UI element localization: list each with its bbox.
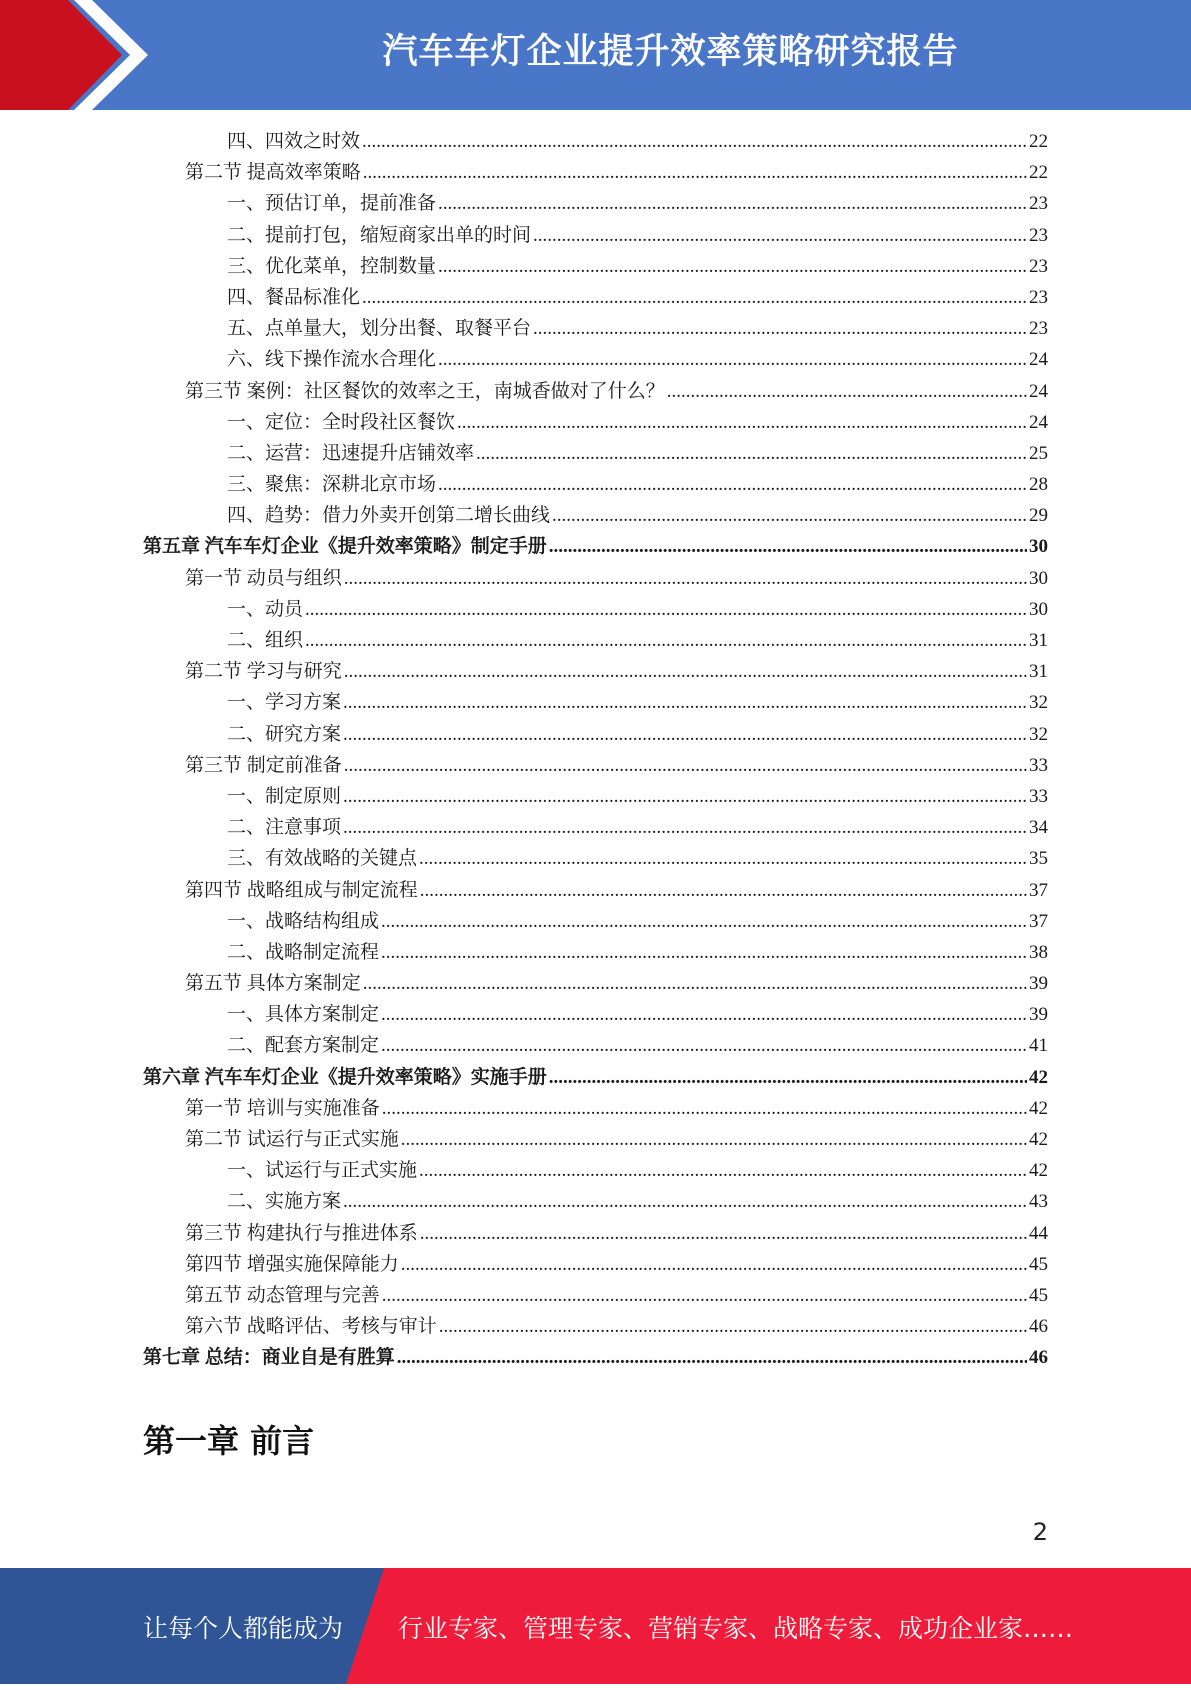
toc-entry-page: 23 <box>1029 224 1048 246</box>
toc-dot-leader <box>305 594 1027 625</box>
toc-entry-label: 一、具体方案制定 <box>227 1004 380 1026</box>
toc-entry-page: 22 <box>1029 162 1048 184</box>
toc-entry-page: 43 <box>1029 1191 1048 1213</box>
toc-subsection-entry[interactable] <box>143 843 1048 874</box>
toc-entry-page: 24 <box>1029 380 1048 402</box>
toc-entry-label: 六、线下操作流水合理化 <box>227 349 437 371</box>
toc-dot-leader <box>363 968 1027 999</box>
toc-dot-leader <box>343 687 1027 718</box>
toc-entry-page: 32 <box>1029 692 1048 714</box>
toc-dot-leader <box>438 251 1027 282</box>
toc-dot-leader <box>363 157 1027 188</box>
toc-dot-leader <box>343 1186 1027 1217</box>
toc-dot-leader <box>438 469 1027 500</box>
toc-subsection-entry[interactable] <box>143 594 1048 625</box>
toc-entry-label: 第三节 制定前准备 <box>185 754 342 776</box>
toc-dot-leader <box>343 812 1027 843</box>
toc-subsection-entry[interactable] <box>143 937 1048 968</box>
toc-dot-leader <box>552 500 1027 531</box>
toc-entry-page: 39 <box>1029 973 1048 995</box>
toc-dot-leader <box>457 407 1027 438</box>
toc-subsection-entry[interactable] <box>143 1030 1048 1061</box>
toc-dot-leader <box>344 563 1027 594</box>
toc-entry-page: 32 <box>1029 723 1048 745</box>
toc-subsection-entry[interactable] <box>143 687 1048 718</box>
toc-entry-label: 第三节 构建执行与推进体系 <box>185 1222 418 1244</box>
toc-entry-page: 42 <box>1029 1129 1048 1150</box>
toc-entry-label: 第四节 增强实施保障能力 <box>185 1253 399 1275</box>
toc-dot-leader <box>382 1093 1027 1124</box>
toc-dot-leader <box>344 656 1027 687</box>
toc-dot-leader <box>549 1062 1027 1093</box>
toc-dot-leader <box>420 875 1027 906</box>
toc-entry-label: 二、实施方案 <box>227 1191 342 1213</box>
toc-dot-leader <box>344 750 1027 781</box>
report-title: 汽车车灯企业提升效率策略研究报告 <box>382 32 959 72</box>
toc-entry-page: 33 <box>1029 754 1048 776</box>
toc-entry-page: 45 <box>1029 1253 1048 1275</box>
page-header <box>0 0 1191 110</box>
toc-section-entry[interactable] <box>143 1249 1048 1280</box>
toc-dot-leader <box>401 1124 1027 1155</box>
toc-subsection-entry[interactable] <box>143 812 1048 843</box>
toc-entry-page: 28 <box>1029 474 1048 496</box>
toc-entry-label: 四、四效之时效 <box>227 131 361 152</box>
toc-entry-page: 37 <box>1029 879 1048 901</box>
toc-subsection-entry[interactable] <box>143 999 1048 1030</box>
toc-entry-page: 46 <box>1029 1316 1048 1338</box>
toc-dot-leader <box>439 1311 1027 1342</box>
toc-entry-label: 第四节 战略组成与制定流程 <box>185 879 418 901</box>
toc-dot-leader <box>305 625 1027 656</box>
toc-dot-leader <box>381 999 1027 1030</box>
toc-entry-page: 23 <box>1029 286 1048 308</box>
toc-section-entry[interactable] <box>143 376 1048 407</box>
toc-dot-leader <box>476 438 1027 469</box>
toc-entry-label: 第五节 动态管理与完善 <box>185 1284 380 1306</box>
toc-section-entry[interactable] <box>143 750 1048 781</box>
toc-dot-leader <box>533 220 1027 251</box>
toc-dot-leader <box>343 719 1027 750</box>
toc-entry-page: 30 <box>1029 567 1048 589</box>
toc-subsection-entry[interactable] <box>143 220 1048 251</box>
toc-dot-leader <box>343 781 1027 812</box>
toc-entry-page: 33 <box>1029 785 1048 807</box>
toc-subsection-entry[interactable] <box>143 906 1048 937</box>
page-number: 2 <box>1032 1518 1048 1546</box>
toc-dot-leader <box>401 1249 1027 1280</box>
toc-section-entry[interactable] <box>143 968 1048 999</box>
toc-subsection-entry[interactable] <box>143 126 1048 157</box>
toc-section-entry[interactable] <box>143 1311 1048 1342</box>
toc-entry-label: 二、运营：迅速提升店铺效率 <box>227 442 475 464</box>
toc-subsection-entry[interactable] <box>143 313 1048 344</box>
toc-subsection-entry[interactable] <box>143 344 1048 375</box>
footer-slogan-right: 行业专家、管理专家、营销专家、战略专家、成功企业家…… <box>398 1614 1074 1643</box>
toc-entry-label: 一、定位：全时段社区餐饮 <box>227 411 456 433</box>
toc-entry-label: 第五章 汽车车灯企业《提升效率策略》制定手册 <box>143 536 547 558</box>
toc-entry-label: 第二节 提高效率策略 <box>185 162 361 184</box>
toc-entry-label: 第五节 具体方案制定 <box>185 973 361 995</box>
toc-dot-leader <box>362 282 1027 313</box>
toc-entry-label: 第一节 培训与实施准备 <box>185 1097 380 1119</box>
toc-dot-leader <box>362 126 1027 157</box>
toc-entry-page: 35 <box>1029 848 1048 870</box>
toc-entry-label: 三、有效战略的关键点 <box>227 848 418 870</box>
toc-entry-page: 22 <box>1029 131 1048 152</box>
header-chevron-decoration <box>0 0 160 110</box>
toc-section-entry[interactable] <box>143 1124 1048 1155</box>
toc-entry-page: 24 <box>1029 349 1048 371</box>
toc-section-entry[interactable] <box>143 157 1048 188</box>
toc-subsection-entry[interactable] <box>143 469 1048 500</box>
toc-entry-label: 四、餐品标准化 <box>227 286 361 308</box>
toc-entry-label: 第三节 案例：社区餐饮的效率之王，南城香做对了什么？ <box>185 380 665 402</box>
page-footer <box>0 1568 1191 1684</box>
toc-entry-page: 25 <box>1029 442 1048 464</box>
toc-entry-label: 二、研究方案 <box>227 723 342 745</box>
toc-entry-label: 第六章 汽车车灯企业《提升效率策略》实施手册 <box>143 1066 547 1088</box>
toc-dot-leader <box>382 1280 1027 1311</box>
toc-entry-label: 二、组织 <box>227 630 304 651</box>
chapter-heading: 第一章 前言 <box>143 1422 315 1460</box>
toc-entry-label: 三、聚焦：深耕北京市场 <box>227 474 437 496</box>
toc-dot-leader <box>381 937 1027 968</box>
toc-entry-page: 31 <box>1029 661 1048 683</box>
toc-entry-page: 42 <box>1029 1097 1048 1119</box>
toc-entry-page: 23 <box>1029 255 1048 277</box>
toc-dot-leader <box>420 1218 1027 1249</box>
toc-chapter-entry[interactable] <box>143 1342 1048 1373</box>
toc-chapter-entry[interactable] <box>143 531 1048 562</box>
toc-subsection-entry[interactable] <box>143 500 1048 531</box>
toc-entry-page: 24 <box>1029 411 1048 433</box>
toc-entry-label: 第七章 总结：商业自是有胜算 <box>143 1347 395 1369</box>
toc-section-entry[interactable] <box>143 563 1048 594</box>
toc-dot-leader <box>667 376 1027 407</box>
toc-subsection-entry[interactable] <box>143 188 1048 219</box>
toc-entry-label: 第二节 试运行与正式实施 <box>185 1129 399 1150</box>
footer-slogan-left: 让每个人都能成为 <box>143 1614 344 1643</box>
toc-subsection-entry[interactable] <box>143 781 1048 812</box>
toc-entry-label: 一、预估订单，提前准备 <box>227 193 437 215</box>
toc-entry-page: 44 <box>1029 1222 1048 1244</box>
toc-dot-leader <box>381 1030 1027 1061</box>
toc-subsection-entry[interactable] <box>143 1155 1048 1186</box>
toc-entry-label: 一、学习方案 <box>227 692 342 714</box>
toc-entry-page: 29 <box>1029 505 1048 527</box>
toc-dot-leader <box>381 906 1027 937</box>
toc-section-entry[interactable] <box>143 1218 1048 1249</box>
toc-dot-leader <box>438 188 1027 219</box>
toc-entry-label: 五、点单量大，划分出餐、取餐平台 <box>227 318 532 340</box>
toc-entry-page: 30 <box>1029 536 1048 558</box>
toc-entry-label: 一、试运行与正式实施 <box>227 1160 418 1182</box>
toc-section-entry[interactable] <box>143 1093 1048 1124</box>
toc-entry-page: 42 <box>1029 1066 1048 1088</box>
toc-entry-page: 23 <box>1029 193 1048 215</box>
toc-entry-page: 23 <box>1029 318 1048 340</box>
toc-section-entry[interactable] <box>143 1280 1048 1311</box>
toc-entry-page: 45 <box>1029 1284 1048 1306</box>
toc-chapter-entry[interactable] <box>143 1062 1048 1093</box>
toc-entry-label: 一、战略结构组成 <box>227 910 380 932</box>
toc-entry-page: 41 <box>1029 1035 1048 1057</box>
toc-entry-label: 二、配套方案制定 <box>227 1035 380 1057</box>
toc-section-entry[interactable] <box>143 656 1048 687</box>
toc-subsection-entry[interactable] <box>143 438 1048 469</box>
toc-dot-leader <box>533 313 1027 344</box>
toc-subsection-entry[interactable] <box>143 1186 1048 1217</box>
toc-entry-page: 30 <box>1029 598 1048 620</box>
toc-entry-page: 37 <box>1029 910 1048 932</box>
toc-dot-leader <box>549 531 1027 562</box>
toc-dot-leader <box>438 344 1027 375</box>
toc-entry-label: 四、趋势：借力外卖开创第二增长曲线 <box>227 505 551 527</box>
toc-entry-label: 第一节 动员与组织 <box>185 567 342 589</box>
toc-entry-page: 42 <box>1029 1160 1048 1182</box>
toc-section-entry[interactable] <box>143 875 1048 906</box>
toc-subsection-entry[interactable] <box>143 282 1048 313</box>
toc-subsection-entry[interactable] <box>143 625 1048 656</box>
toc-entry-label: 第六节 战略评估、考核与审计 <box>185 1316 437 1338</box>
toc-dot-leader <box>397 1342 1027 1373</box>
toc-entry-label: 三、优化菜单，控制数量 <box>227 255 437 277</box>
toc-dot-leader <box>419 843 1027 874</box>
toc-entry-label: 二、注意事项 <box>227 817 342 839</box>
toc-entry-label: 第二节 学习与研究 <box>185 661 342 683</box>
toc-entry-label: 二、战略制定流程 <box>227 941 380 963</box>
toc-entry-page: 46 <box>1029 1347 1048 1369</box>
toc-dot-leader <box>419 1155 1027 1186</box>
toc-entry-page: 38 <box>1029 941 1048 963</box>
table-of-contents <box>143 126 1048 1374</box>
toc-entry-page: 34 <box>1029 817 1048 839</box>
toc-entry-label: 一、动员 <box>227 598 304 620</box>
toc-entry-label: 一、制定原则 <box>227 785 342 807</box>
toc-subsection-entry[interactable] <box>143 407 1048 438</box>
toc-subsection-entry[interactable] <box>143 251 1048 282</box>
toc-entry-page: 31 <box>1029 630 1048 651</box>
toc-subsection-entry[interactable] <box>143 719 1048 750</box>
toc-entry-label: 二、提前打包，缩短商家出单的时间 <box>227 224 532 246</box>
toc-entry-page: 39 <box>1029 1004 1048 1026</box>
